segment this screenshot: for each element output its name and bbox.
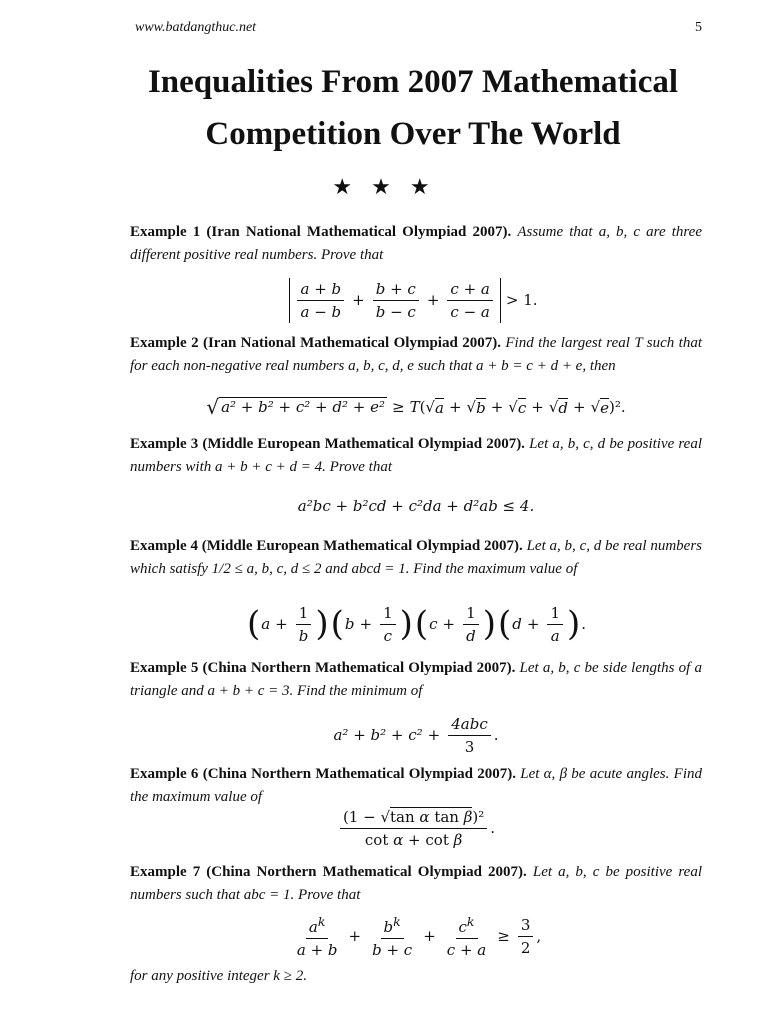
example-7-condition <box>130 965 702 988</box>
example-statement: Let a, b, c be side lengths of a triangle and a + b + c = 3. Find the minimum of <box>130 660 702 699</box>
example-statement: Find the largest real T such that for each non-negative real numbers a, b, c, d, e such that a + b = c + d + e, then <box>130 335 703 374</box>
example-6-formula: $\frac{\text{(1 − √tan α tan β)²}}{\text{cot α + cot β}}$ . <box>130 805 702 851</box>
example-statement: Let a, b, c, d be real numbers which satisfy 1/2 ≤ a, b, c, d ≤ 2 and abcd = 1. Find the maximum value of <box>130 538 703 577</box>
example-4-formula: ( a + $\frac{1}{b}$ ) ( b + $\frac{1}{c}$ ) ( c + $\frac{1}{d}$ ) ( d + $\frac{1}{a}$ ) . <box>246 603 587 645</box>
example-1-formula: $\frac{a + b}{a - b}$ + $\frac{b + c}{b - c}$ + $\frac{c + a}{c - a}$ > 1. <box>130 276 702 324</box>
star-ornament: ★ ★ ★ <box>332 175 436 200</box>
example-4 <box>130 535 702 581</box>
page-title: Inequalities From 2007 Mathematical Competition Over The World <box>147 64 679 152</box>
example-statement: Assume that a, b, c are three different positive real numbers. Prove that <box>130 224 702 263</box>
example-2-formula: √ a² + b² + c² + d² + e² ≥ T (√ a + √ b + √ c + √ d + √ e )². <box>206 395 626 419</box>
example-label: Example 7 (China Northern Mathematical Olympiad 2007). <box>130 864 527 880</box>
example-label: Example 2 (Iran National Mathematical Olympiad 2007). <box>130 335 501 351</box>
example-label: Example 6 (China Northern Mathematical Olympiad 2007). <box>130 766 516 782</box>
example-5-formula: a² + b² + c² + $\frac{\text{4abc}}{3}$ . <box>333 714 499 756</box>
running-header <box>135 20 702 36</box>
formula-text: a²bc + b²cd + c²da + d²ab ≤ 4. <box>297 497 535 515</box>
example-statement: Let α, β be acute angles. Find the maximum value of <box>130 766 702 805</box>
example-label: Example 4 (Middle European Mathematical Olympiad 2007). <box>130 538 523 554</box>
example-7 <box>130 861 702 907</box>
example-condition: for any positive integer k ≥ 2. <box>130 968 307 984</box>
example-statement: Let a, b, c be positive real numbers such that abc = 1. Prove that <box>130 864 703 903</box>
example-2 <box>130 332 702 378</box>
example-label: Example 5 (China Northern Mathematical Olympiad 2007). <box>130 660 516 676</box>
example-6 <box>130 763 702 809</box>
example-statement: Let a, b, c, d be positive real numbers with a + b + c + d = 4. Prove that <box>130 436 703 475</box>
site-url[interactable]: www.batdangthuc.net <box>135 20 257 35</box>
example-7-formula: $\frac{a^k}{a + b}$ + $\frac{b^k}{b + c}$ + $\frac{c^k}{c + a}$ ≥ $\frac{3}{2}$ , <box>296 913 542 959</box>
example-label: Example 3 (Middle European Mathematical Olympiad 2007). <box>130 436 525 452</box>
example-5 <box>130 657 702 703</box>
example-label: Example 1 (Iran National Mathematical Olympiad 2007). <box>130 224 512 240</box>
example-3 <box>130 433 702 479</box>
example-3-formula <box>130 494 702 518</box>
example-1 <box>130 221 702 267</box>
page-number: 5 <box>695 20 702 35</box>
